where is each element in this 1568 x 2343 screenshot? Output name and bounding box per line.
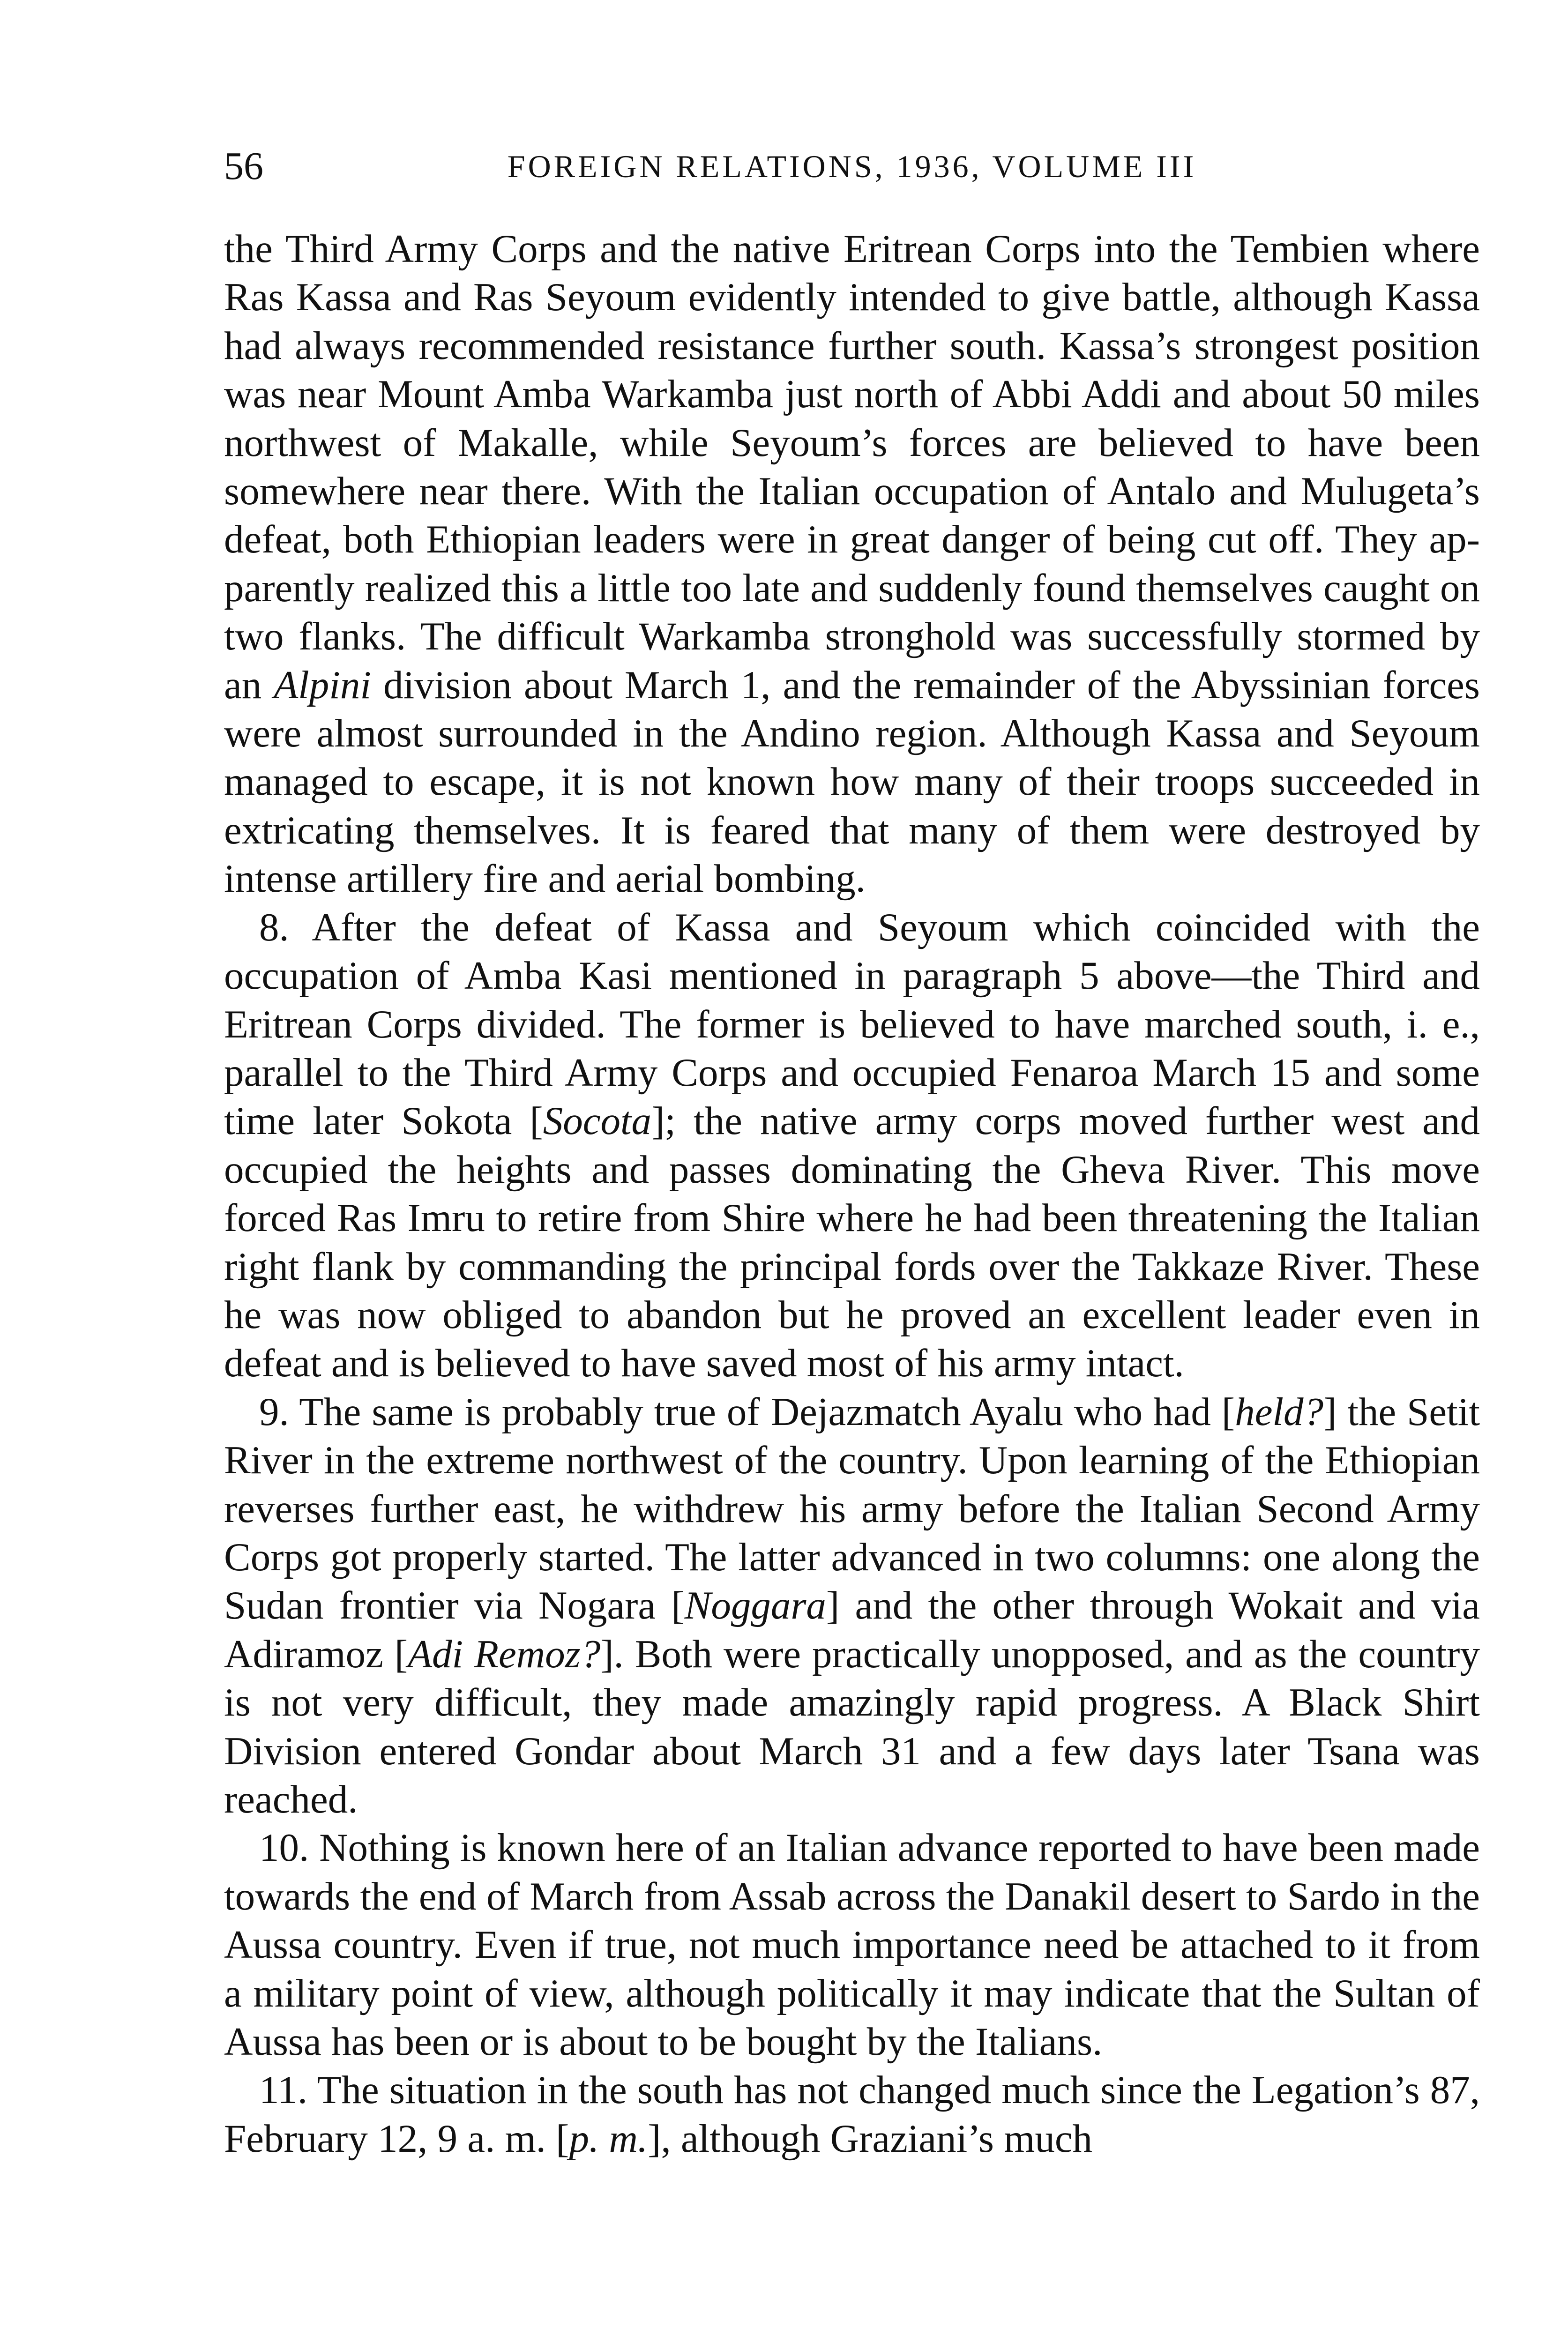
text-run: the Third Army Corps and the native Eritrean Corps into the Tembien where Ras Kassa and Ras Seyoum evidently intended to give battle, although Kassa had always recommended resistance further south. Kassa’s strongest position was near Mount Amba Warkamba just north of Abbi Addi and about 50 miles northwest of Makalle, while Seyoum’s forces are believed to have been somewhere near there. With the Italian occupation of Antalo and Mulugeta’s defeat, both Ethiopian leaders were in great danger of being cut off. They apparently realized this a little too late and suddenly found themselves caught on two flanks. The difficult Warkamba stronghold was successfully stormed by an xyxy=(224,227,1480,707)
italic-term: held? xyxy=(1235,1389,1324,1434)
paragraph-10 xyxy=(224,1824,1480,2066)
text-run: 11. The situation in the south has not changed much since the Legation’s 87, February 12, 9 a. m. [ xyxy=(224,2068,1480,2161)
italic-term: p. m. xyxy=(569,2116,648,2161)
paragraph-continued xyxy=(224,225,1480,903)
paragraph-11 xyxy=(224,2066,1480,2163)
text-run: ], although Graziani’s much xyxy=(648,2116,1093,2161)
italic-term: Alpini xyxy=(274,663,372,707)
text-run: ]. Both were practically unopposed, and as the country is not very difficult, they made amazingly rapid progress. A Black Shirt Division entered Gondar about March 31 and a few days later Tsana was reached. xyxy=(224,1632,1480,1821)
italic-term: Adi Remoz? xyxy=(408,1632,601,1676)
text-run: 8. After the defeat of Kassa and Seyoum which coincided with the occupation of Amba Kasi mentioned in paragraph 5 above—the Third and Eritrean Corps divided. The former is believed to have marched south, i. e., parallel to the Third Army Corps and occupied Fenaroa March 15 and some time later Sokota [ xyxy=(224,905,1480,1143)
text-run: ]; the native army corps moved further west and occupied the heights and passes dominating the Gheva River. This move forced Ras Imru to retire from Shire where he had been threatening the Italian right flank by commanding the principal fords over the Takkaze River. These he was now obliged to abandon but he proved an excellent leader even in defeat and is believed to have saved most of his army intact. xyxy=(224,1099,1480,1386)
italic-term: Socota xyxy=(543,1099,652,1143)
running-title: FOREIGN RELATIONS, 1936, VOLUME III xyxy=(507,149,1197,184)
text-run: ] the Setit River in the extreme northwest of the country. Upon learning of the Ethiopian reverses further east, he withdrew his army before the Italian Second Army Corps got properly started. The latter advanced in two columns: one along the Sudan frontier via Nogara [ xyxy=(224,1389,1480,1628)
text-run: ] and the other through Wokait and via Adiramoz [ xyxy=(224,1583,1480,1676)
text-run: 10. Nothing is known here of an Italian advance reported to have been made towards the end of March from Assab across the Danakil desert to Sardo in the Aussa country. Even if true, not much importance need be attached to it from a military point of view, although politically it may indicate that the Sultan of Aussa has been or is about to be bought by the Italians. xyxy=(224,1826,1480,2064)
paragraph-9 xyxy=(224,1388,1480,1824)
text-run: division about March 1, and the remainder of the Abyssinian forces were almost surrounded in the Andino region. Although Kassa and Seyoum managed to escape, it is not known how many of their troops succeeded in extricating themselves. It is feared that many of them were destroyed by intense artillery fire and aerial bombing. xyxy=(224,663,1480,901)
body-text xyxy=(224,225,1480,2163)
page-number: 56 xyxy=(224,144,263,188)
running-header xyxy=(224,141,1480,192)
text-run: 9. The same is probably true of Dejazmatch Ayalu who had [ xyxy=(259,1389,1235,1434)
italic-term: Noggara xyxy=(684,1583,826,1628)
paragraph-8 xyxy=(224,903,1480,1388)
document-page xyxy=(224,141,1480,2163)
